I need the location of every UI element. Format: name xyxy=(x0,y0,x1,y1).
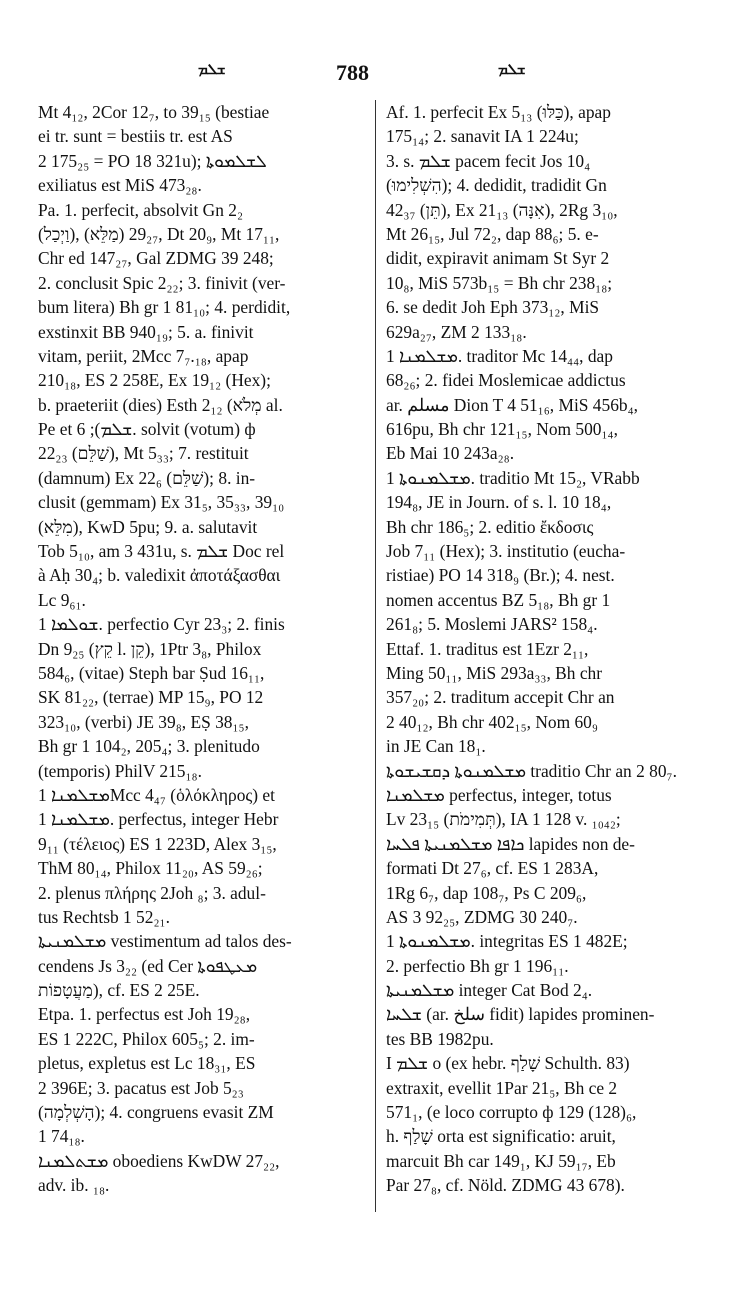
left-column-line: ThM 80₁₄, Philox 11₂₀, AS 59₂₆; xyxy=(38,858,263,879)
right-column-line: Mt 26₁₅, Jul 72₂, dap 88₆; 5. e- xyxy=(386,223,599,244)
left-column-line: (הָשְׁלְמָה); 4. congruens evasit ZM xyxy=(38,1102,274,1123)
left-column xyxy=(38,100,366,1198)
left-column-line: 2. conclusit Spic 2₂₂; 3. finivit (ver- xyxy=(38,272,286,293)
column-divider xyxy=(375,100,376,1212)
right-column-line: ristiae) PO 14 318₉ (Br.); 4. nest. xyxy=(386,565,615,586)
right-column-line: ܡܫܠܡܢܘܬܐ 1. integritas ES 1 482E; xyxy=(386,931,628,952)
right-column-line: I ܫܠܡ o (ex hebr. שָׁלַף Schulth. 83) xyxy=(386,1053,630,1074)
left-column-line: ܡܫܬܠܡܢܐ oboediens KwDW 27₂₂, xyxy=(38,1150,280,1171)
left-column-line: 1 74₁₈. xyxy=(38,1126,85,1147)
right-column-line: (הִשְׁלִימוּ); 4. dedidit, tradidit Gn xyxy=(386,175,607,196)
right-column-line: ar. مسلم Dion T 4 51₁₆, MiS 456b₄, xyxy=(386,394,639,415)
right-column-line: 571₁, (e loco corrupto ф 129 (128)₆, xyxy=(386,1102,637,1123)
left-column-line: ܡܫܠܡܢܐ 1Mcc 4₄₇ (ὁλόκληρος) et xyxy=(38,784,275,805)
left-column-line: (מִלֵּא), KwD 5pu; 9. a. salutavit xyxy=(38,516,258,537)
right-column-line: 175₁₄; 2. sanavit IA 1 224u; xyxy=(386,126,579,147)
left-column-line: Tob 5₁₀, am 3 431u, s. ܫܠܡ Doc rel xyxy=(38,541,285,562)
left-column-line: ܡܫܠܡܢܐ 1. perfectus, integer Hebr xyxy=(38,809,279,830)
right-column-line: marcuit Bh car 149₁, KJ 59₁₇, Eb xyxy=(386,1150,616,1171)
right-column-line: nomen accentus BZ 5₁₈, Bh gr 1 xyxy=(386,589,611,610)
left-column-line: 2 175₂₅ = PO 18 321u); ܠܫܠܡܘܬܐ xyxy=(38,150,267,171)
right-column-line: Lv 23₁₅ (תְּמִימֹת), IA 1 128 v. ₁₀₄₂; xyxy=(386,809,621,830)
right-column-line: ܡܫܠܡܢܐ perfectus, integer, totus xyxy=(386,784,612,805)
left-column-line: ܡܫܠܡܢܝܬܐ vestimentum ad talos des- xyxy=(38,931,292,952)
header-right-word: ܫܠܡ xyxy=(498,60,526,78)
left-column-line: clusit (gemmam) Ex 31₅, 35₃₃, 39₁₀ xyxy=(38,492,285,513)
right-column-line: AS 3 92₂₅, ZDMG 30 240₇. xyxy=(386,906,578,927)
right-column-line: 261₈; 5. Moslemi JARS² 158₄. xyxy=(386,614,598,635)
left-column-line: Chr ed 147₂₇, Gal ZDMG 39 248; xyxy=(38,248,274,269)
left-column-line: exiliatus est MiS 473₂₈. xyxy=(38,175,202,196)
right-column-line: 194₈, JE in Journ. of s. l. 10 18₄, xyxy=(386,492,612,513)
right-column-line: 616pu, Bh chr 121₁₅, Nom 500₁₄, xyxy=(386,419,618,440)
right-column xyxy=(386,100,716,1198)
left-column-line: (temporis) PhilV 215₁₈. xyxy=(38,760,202,781)
right-column-line: didit, expiravit animam St Syr 2 xyxy=(386,248,610,269)
right-column-line: Job 7₁₁ (Hex); 3. institutio (eucha- xyxy=(386,541,626,562)
left-column-line: Bh gr 1 104₂, 205₄; 3. plenitudo xyxy=(38,736,260,757)
left-column-line: exstinxit BB 940₁₉; 5. a. finivit xyxy=(38,321,254,342)
right-column-line: 629a₂₇, ZM 2 133₁₈. xyxy=(386,321,527,342)
left-column-line: Dn 9₂₅ (קֵץ l. קֵן), 1Ptr 3₈, Philox xyxy=(38,638,262,659)
left-column-line: ES 1 222C, Philox 605₅; 2. im- xyxy=(38,1028,255,1049)
left-column-line: 22₂₃ (שַׁלֵּם), Mt 5₃₃; 7. restituit xyxy=(38,443,249,464)
left-column-line: ܫܘܠܡܐ 1. perfectio Cyr 23₃; 2. finis xyxy=(38,614,285,635)
left-column-line: 9₁₁ (τέλειος) ES 1 223D, Alex 3₁₅, xyxy=(38,833,277,854)
left-column-line: à Aḥ 30₄; b. valedixit ἀποτάξασθαι xyxy=(38,565,281,586)
right-column-line: Af. 1. perfecit Ex 5₁₃ (כַּלּוּ), apap xyxy=(386,102,611,122)
page-number: 788 xyxy=(336,60,369,85)
right-column-line: ܟܐܦܐ ܡܫܠܡܢܝܬܐ ܦܠܚܐ lapides non de- xyxy=(386,833,635,854)
left-column-line: 2. plenus πλήρης 2Joh ₈; 3. adul- xyxy=(38,882,266,903)
left-column-line: pletus, expletus est Lc 18₃₁, ES xyxy=(38,1053,256,1074)
right-column-line: 68₂₆; 2. fidei Moslemicae addictus xyxy=(386,370,626,391)
header-left-word: ܫܠܡ xyxy=(198,60,226,78)
right-column-line: ܡܫܠܡܢܘܬܐ ܕܩܫܝܫܘܬܐ traditio Chr an 2 80₇. xyxy=(386,760,677,781)
right-column-line: Ettaf. 1. traditus est 1Ezr 2₁₁, xyxy=(386,638,589,659)
right-column-line: in JE Can 18₁. xyxy=(386,736,486,757)
left-column-line: vitam, periit, 2Mcc 7₇.₁₈, apap xyxy=(38,345,249,366)
left-column-line: Pa. 1. perfecit, absolvit Gn 2₂ xyxy=(38,199,244,220)
right-column-line: extraxit, evellit 1Par 21₅, Bh ce 2 xyxy=(386,1077,618,1098)
right-column-line: 2 40₁₂, Bh chr 402₁₅, Nom 60₉ xyxy=(386,711,598,732)
right-column-line: 10₈, MiS 573b₁₅ = Bh chr 238₁₈; xyxy=(386,272,613,293)
left-column-line: Pe et ܫܠܡ); 6. solvit (votum) ф xyxy=(38,419,256,440)
left-column-line: adv. ib. ₁₈. xyxy=(38,1175,110,1196)
right-column-line: tes BB 1982pu. xyxy=(386,1028,494,1049)
right-column-line: 6. se dedit Joh Eph 373₁₂, MiS xyxy=(386,297,600,318)
left-column-line: 584₆, (vitae) Steph bar Ṣud 16₁₁, xyxy=(38,662,265,683)
left-column-line: b. praeteriit (dies) Esth 2₁₂ (מְלֹא al. xyxy=(38,394,283,415)
right-column-line: 2. perfectio Bh gr 1 196₁₁. xyxy=(386,955,569,976)
right-column-line: Par 27₈, cf. Nöld. ZDMG 43 678). xyxy=(386,1175,625,1196)
left-column-line: Lc 9₆₁. xyxy=(38,589,86,610)
left-column-line: (וַיְכַל), 29₂₇ (מַלֵּא), Dt 20₉, Mt 17₁₁, xyxy=(38,223,280,244)
right-column-line: ܡܫܠܡܢܝܬܐ integer Cat Bod 2₄. xyxy=(386,980,593,1001)
left-column-line: מַעֲטָפוֹת), cf. ES 2 25E. xyxy=(38,980,200,1001)
right-column-line: Ming 50₁₁, MiS 293a₃₃, Bh chr xyxy=(386,662,603,683)
left-column-line: ei tr. sunt = bestiis tr. est AS xyxy=(38,126,233,147)
left-column-line: 210₁₈, ES 2 258E, Ex 19₁₂ (Hex); xyxy=(38,370,271,391)
page-header xyxy=(50,60,700,90)
right-column-line: ܫܠܚܐ (ar. سلخ fidit) lapides prominen- xyxy=(386,1004,655,1025)
left-column-line: cendens Js 3₂₂ (ed Cer ܡܥܛܦܘܬܐ xyxy=(38,955,258,976)
left-column-line: Etpa. 1. perfectus est Joh 19₂₈, xyxy=(38,1004,251,1025)
right-column-line: formati Dt 27₆, cf. ES 1 283A, xyxy=(386,858,599,879)
right-column-line: 3. s. ܫܠܡ pacem fecit Jos 10₄ xyxy=(386,150,591,171)
left-column-line: (damnum) Ex 22₆ (שַׁלֵּם); 8. in- xyxy=(38,467,256,488)
right-column-line: ܡܫܠܡܢܐ 1. traditor Mc 14₄₄, dap xyxy=(386,345,613,366)
left-column-line: tus Rechtsb 1 52₂₁. xyxy=(38,906,170,927)
right-column-line: 1Rg 6₇, dap 108₇, Ps C 209₆, xyxy=(386,882,587,903)
right-column-line: Bh chr 186₅; 2. editio ἔκδοσις xyxy=(386,516,594,537)
right-column-line: ܡܫܠܡܢܘܬܐ 1. traditio Mt 15₂, VRabb xyxy=(386,467,640,488)
left-column-line: bum litera) Bh gr 1 81₁₀; 4. perdidit, xyxy=(38,297,291,318)
right-column-line: Eb Mai 10 243a₂₈. xyxy=(386,443,515,464)
left-column-line: Mt 4₁₂, 2Cor 12₇, to 39₁₅ (bestiae xyxy=(38,102,270,122)
left-column-line: SK 81₂₂, (terrae) MP 15₉, PO 12 xyxy=(38,687,264,708)
right-column-line: 357₂₀; 2. traditum accepit Chr an xyxy=(386,687,615,708)
right-column-line: 42₃₇ (תֵּן), Ex 21₁₃ (אִנָּה), 2Rg 3₁₀, xyxy=(386,199,618,220)
left-column-line: 323₁₀, (verbi) JE 39₈, EṢ 38₁₅, xyxy=(38,711,249,732)
left-column-line: 2 396E; 3. pacatus est Job 5₂₃ xyxy=(38,1077,244,1098)
right-column-line: h. שָׁלַף orta est significatio: aruit, xyxy=(386,1126,616,1147)
